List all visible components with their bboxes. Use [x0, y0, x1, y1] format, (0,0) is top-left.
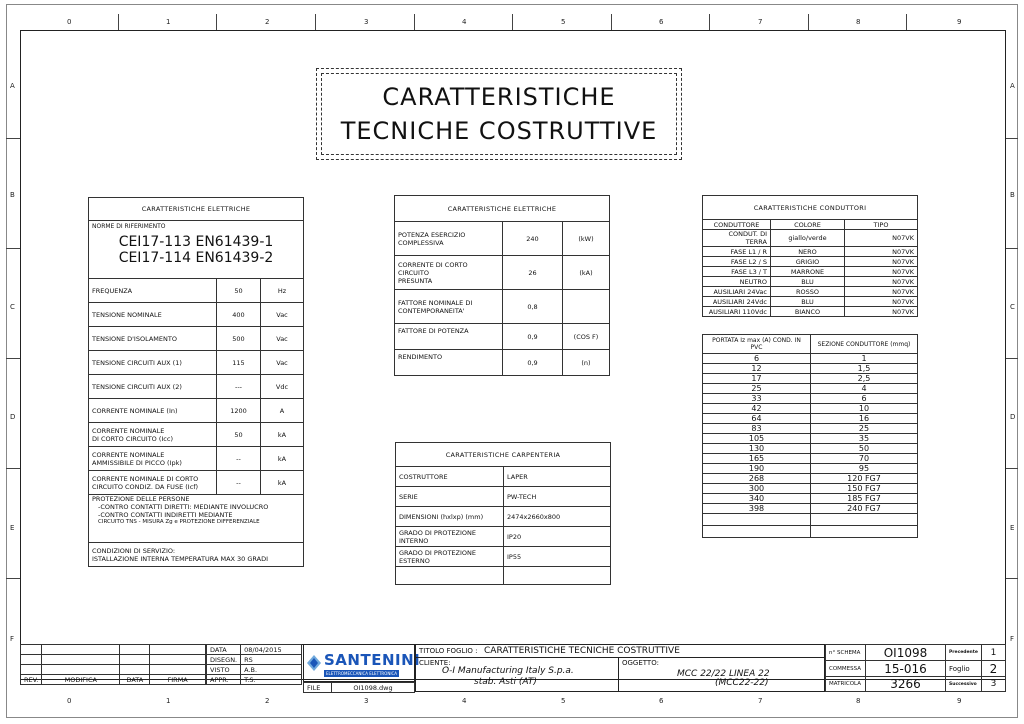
section-value: 1 — [811, 354, 918, 364]
main-title-line1: CARATTERISTICHE — [382, 83, 616, 111]
approved-label: APPR. — [207, 675, 241, 685]
col-label-top-8: 8 — [856, 18, 861, 26]
modifica-label: MODIFICA — [42, 675, 120, 685]
row-value: 0,8 — [503, 290, 563, 324]
capacity-header: PORTATA Iz max (A) COND. IN PVC — [703, 335, 811, 354]
object-label: OGGETTO: — [622, 659, 659, 667]
conductor-type: N07VK — [845, 307, 918, 317]
conductor-color: giallo/verde — [771, 230, 845, 247]
data-label: DATA — [120, 675, 150, 685]
col-label-bottom-9: 9 — [957, 697, 962, 705]
conductor-name: FASE L3 / T — [703, 267, 771, 277]
capacity-value: 33 — [703, 394, 811, 404]
col-label-top-7: 7 — [758, 18, 763, 26]
firma-label: FIRMA — [150, 675, 206, 685]
row-unit: (COS F) — [563, 324, 610, 350]
protezione-line: -CONTRO CONTATTI INDIRETTI MEDIANTE — [98, 511, 233, 519]
conductors-table — [702, 195, 918, 317]
conductor-color: ROSSO — [771, 287, 845, 297]
section-value: 240 FG7 — [811, 504, 918, 514]
capacity-value: 300 — [703, 484, 811, 494]
client-label: CLIENTE: — [419, 659, 451, 667]
row-label-left-f: F — [10, 635, 15, 643]
drawn-value: RS — [241, 655, 302, 665]
condizioni-line: ISTALLAZIONE INTERNA TEMPERATURA MAX 30 GRADI — [92, 554, 269, 563]
row-value: 400 — [217, 303, 261, 327]
grid-tick — [1006, 468, 1018, 469]
row-label-line2: AMMISSIBILE DI PICCO (Ipk) — [92, 458, 182, 467]
capacity-value: 190 — [703, 464, 811, 474]
norme-cell — [89, 221, 304, 279]
empty-cell — [811, 514, 918, 526]
col-label-top-0: 0 — [67, 18, 72, 26]
object-line2: (MCC22-22) — [715, 678, 769, 688]
grid-tick — [1006, 248, 1018, 249]
next-value: 3 — [981, 677, 1005, 692]
row-label — [395, 256, 503, 290]
row-unit: Vac — [261, 327, 304, 351]
conductor-color: NERO — [771, 247, 845, 257]
row-label — [395, 222, 503, 256]
row-label-left-d: D — [10, 413, 16, 421]
row-unit: (n) — [563, 350, 610, 376]
empty-cell — [703, 514, 811, 526]
grid-tick — [6, 578, 20, 579]
main-title-line2: TECNICHE COSTRUTTIVE — [340, 117, 658, 145]
grid-tick — [216, 14, 217, 30]
grid-tick — [315, 14, 316, 30]
conductor-type: N07VK — [845, 297, 918, 307]
row-value: 115 — [217, 351, 261, 375]
condizioni-line: CONDIZIONI DI SERVIZIO: — [92, 546, 176, 555]
empty-cell — [120, 655, 150, 665]
col-label-bottom-2: 2 — [265, 697, 270, 705]
section-value: 70 — [811, 454, 918, 464]
logo-text: SANTENINI — [324, 651, 421, 669]
row-unit: kA — [261, 447, 304, 471]
row-label-line2: DI CORTO CIRCUITO (Icc) — [92, 434, 173, 443]
row-label-right-c: C — [1010, 303, 1015, 311]
logo-subtitle: ELETTROMECCANICA ELETTRONICA — [326, 671, 398, 676]
drawing-ids-table — [825, 644, 1006, 692]
grid-tick — [512, 14, 513, 30]
row-label-line2: COMPLESSIVA — [398, 238, 444, 247]
row-label: TENSIONE NOMINALE — [89, 303, 217, 327]
row-label-line1: FATTORE NOMINALE DI — [398, 298, 473, 307]
conductor-type: N07VK — [845, 277, 918, 287]
section-value: 10 — [811, 404, 918, 414]
empty-cell — [504, 567, 611, 585]
client-area — [416, 657, 619, 691]
row-label-left-c: C — [10, 303, 15, 311]
conductor-color: BIANCO — [771, 307, 845, 317]
col-label-top-2: 2 — [265, 18, 270, 26]
grid-tick — [906, 14, 907, 30]
row-unit: Hz — [261, 279, 304, 303]
row-label — [89, 447, 217, 471]
table-header: CARATTERISTICHE ELETTRICHE — [89, 198, 304, 221]
electrical-characteristics-table — [88, 197, 304, 567]
norma-1: CEI17-113 EN61439-1 — [118, 234, 274, 250]
row-value: 50 — [217, 423, 261, 447]
grid-tick — [414, 14, 415, 30]
col-label-bottom-7: 7 — [758, 697, 763, 705]
table-header: CARATTERISTICHE CARPENTERIA — [396, 443, 611, 467]
grid-tick — [6, 358, 20, 359]
matricola-label: MATRICOLA — [826, 677, 866, 692]
protezione-line: PROTEZIONE DELLE PERSONE — [92, 495, 190, 503]
empty-cell — [703, 526, 811, 538]
enclosure-characteristics-table — [395, 442, 611, 585]
col-label-bottom-6: 6 — [659, 697, 664, 705]
row-value: -- — [217, 447, 261, 471]
row-label: TENSIONE D'ISOLAMENTO — [89, 327, 217, 351]
row-label: FREQUENZA — [89, 279, 217, 303]
schema-label: n° SCHEMA — [826, 645, 866, 661]
logo-mark-icon — [307, 655, 321, 671]
conductor-capacity-table — [702, 334, 918, 538]
object-area — [619, 657, 824, 691]
grid-tick — [808, 14, 809, 30]
empty-cell — [42, 655, 120, 665]
empty-cell — [42, 665, 120, 675]
capacity-value: 268 — [703, 474, 811, 484]
sheet-title-label: TITOLO FOGLIO : — [419, 647, 478, 655]
row-value: PW-TECH — [504, 487, 611, 507]
empty-cell — [120, 645, 150, 655]
row-value: -- — [217, 471, 261, 495]
col-label-top-9: 9 — [957, 18, 962, 26]
file-row — [303, 682, 415, 693]
empty-cell — [811, 526, 918, 538]
matricola-value: 3266 — [866, 677, 946, 692]
conductor-type: N07VK — [845, 230, 918, 247]
conductor-type: N07VK — [845, 257, 918, 267]
col-label-bottom-8: 8 — [856, 697, 861, 705]
row-value: 2474x2660x800 — [504, 507, 611, 527]
checked-label: VISTO — [207, 665, 241, 675]
date-value: 08/04/2015 — [241, 645, 302, 655]
row-label: DIMENSIONI (hxlxp) (mm) — [396, 507, 504, 527]
row-label-line1: CORRENTE NOMINALE DI CORTO — [92, 474, 199, 483]
section-value: 150 FG7 — [811, 484, 918, 494]
row-label: FATTORE DI POTENZA — [395, 324, 503, 350]
capacity-value: 42 — [703, 404, 811, 414]
row-label — [89, 423, 217, 447]
client-line2: stab. Asti (AT) — [474, 677, 537, 687]
empty-cell — [21, 655, 42, 665]
row-unit: Vdc — [261, 375, 304, 399]
revision-table — [20, 644, 206, 685]
sheet-label: Foglio — [946, 661, 982, 677]
checked-value: A.B. — [241, 665, 302, 675]
row-label-right-e: E — [1010, 524, 1015, 532]
norma-2: CEI17-114 EN61439-2 — [118, 250, 274, 266]
row-label-line2: CONTEMPORANEITA' — [398, 306, 465, 315]
capacity-value: 165 — [703, 454, 811, 464]
conductor-type: N07VK — [845, 287, 918, 297]
empty-cell — [150, 665, 206, 675]
condizioni-cell — [89, 543, 304, 567]
object-line1: MCC 22/22 LINEA 22 — [677, 669, 770, 679]
capacity-value: 340 — [703, 494, 811, 504]
rev-label: REV. — [21, 675, 42, 685]
row-label-right-a: A — [1010, 82, 1015, 90]
col-label-top-3: 3 — [364, 18, 369, 26]
column-header: COLORE — [771, 220, 845, 230]
conductor-color: GRIGIO — [771, 257, 845, 267]
col-label-top-4: 4 — [462, 18, 467, 26]
row-label-left-b: B — [10, 191, 15, 199]
previous-label: Precedente — [946, 645, 982, 661]
capacity-value: 83 — [703, 424, 811, 434]
row-unit: (kA) — [563, 256, 610, 290]
row-value: --- — [217, 375, 261, 399]
col-label-top-1: 1 — [166, 18, 171, 26]
grid-tick — [709, 14, 710, 30]
protezione-line: CIRCUITO TNS - MISURA Zg e PROTEZIONE DIFFERENZIALE — [98, 519, 260, 525]
conductor-name: AUSILIARI 24Vac — [703, 287, 771, 297]
capacity-value: 17 — [703, 374, 811, 384]
section-value: 35 — [811, 434, 918, 444]
empty-cell — [21, 645, 42, 655]
section-value: 50 — [811, 444, 918, 454]
row-value: 0,9 — [503, 350, 563, 376]
previous-value: 1 — [981, 645, 1005, 661]
approval-table — [206, 644, 302, 685]
col-label-top-5: 5 — [561, 18, 566, 26]
conductor-color: BLU — [771, 297, 845, 307]
col-label-bottom-0: 0 — [67, 697, 72, 705]
next-label: Successivo — [946, 677, 982, 692]
grid-tick — [6, 248, 20, 249]
table-header: CARATTERISTICHE ELETTRICHE — [395, 196, 610, 222]
electrical-summary-table — [394, 195, 610, 376]
row-label: CORRENTE NOMINALE (In) — [89, 399, 217, 423]
section-header: SEZIONE CONDUTTORE (mmq) — [811, 335, 918, 354]
row-label-line1: CORRENTE DI CORTO CIRCUITO — [398, 260, 468, 277]
protezione-line: -CONTRO CONTATTI DIRETTI: MEDIANTE INVOLUCRO — [98, 503, 269, 511]
row-value: IP20 — [504, 527, 611, 547]
file-label: FILE — [304, 683, 332, 693]
section-value: 185 FG7 — [811, 494, 918, 504]
grid-tick — [1006, 138, 1018, 139]
row-value: 240 — [503, 222, 563, 256]
section-value: 95 — [811, 464, 918, 474]
col-label-bottom-4: 4 — [462, 697, 467, 705]
column-header: CONDUTTORE — [703, 220, 771, 230]
conductor-name: AUSILIARI 110Vdc — [703, 307, 771, 317]
column-header: TIPO — [845, 220, 918, 230]
row-label-right-f: F — [1010, 635, 1015, 643]
sheet-title-value: CARATTERISTICHE TECNICHE COSTRUTTIVE — [484, 646, 680, 656]
conductor-type: N07VK — [845, 267, 918, 277]
row-label-line2: PRESUNTA — [398, 276, 433, 285]
capacity-value: 25 — [703, 384, 811, 394]
row-label-right-d: D — [1010, 413, 1016, 421]
grid-tick — [611, 14, 612, 30]
row-unit: Vac — [261, 303, 304, 327]
row-label: TENSIONE CIRCUITI AUX (1) — [89, 351, 217, 375]
row-value: IP55 — [504, 547, 611, 567]
company-logo — [303, 644, 421, 682]
conductor-color: BLU — [771, 277, 845, 287]
empty-cell — [42, 645, 120, 655]
schema-value: OI1098 — [866, 645, 946, 661]
row-label: RENDIMENTO — [395, 350, 503, 376]
grid-tick — [6, 468, 20, 469]
conductor-name: FASE L2 / S — [703, 257, 771, 267]
commessa-value: 15-016 — [866, 661, 946, 677]
section-value: 120 FG7 — [811, 474, 918, 484]
sheet-value: 2 — [981, 661, 1005, 677]
empty-cell — [120, 665, 150, 675]
conductor-name: CONDUT. DI TERRA — [703, 230, 771, 247]
capacity-value: 64 — [703, 414, 811, 424]
main-title-box — [316, 68, 682, 160]
col-label-top-6: 6 — [659, 18, 664, 26]
section-value: 1,5 — [811, 364, 918, 374]
section-value: 4 — [811, 384, 918, 394]
conductor-name: NEUTRO — [703, 277, 771, 287]
section-value: 16 — [811, 414, 918, 424]
capacity-value: 130 — [703, 444, 811, 454]
row-label — [395, 290, 503, 324]
row-value: 26 — [503, 256, 563, 290]
file-value: OI1098.dwg — [332, 683, 415, 693]
conductor-name: FASE L1 / R — [703, 247, 771, 257]
capacity-value: 6 — [703, 354, 811, 364]
row-label — [89, 471, 217, 495]
row-value: LAPER — [504, 467, 611, 487]
section-value: 2,5 — [811, 374, 918, 384]
drawn-label: DISEGN. — [207, 655, 241, 665]
row-label-line1: POTENZA ESERCIZIO — [398, 230, 466, 239]
col-label-bottom-5: 5 — [561, 697, 566, 705]
section-value: 25 — [811, 424, 918, 434]
empty-cell — [21, 665, 42, 675]
grid-tick — [118, 14, 119, 30]
protezione-cell — [89, 495, 304, 543]
row-unit: (kW) — [563, 222, 610, 256]
conductor-type: N07VK — [845, 247, 918, 257]
capacity-value: 398 — [703, 504, 811, 514]
approved-value: T.S. — [241, 675, 302, 685]
capacity-value: 12 — [703, 364, 811, 374]
row-label-line1: CORRENTE NOMINALE — [92, 450, 165, 459]
row-label-right-b: B — [1010, 191, 1015, 199]
row-label: GRADO DI PROTEZIONE ESTERNO — [396, 547, 504, 567]
conductor-color: MARRONE — [771, 267, 845, 277]
empty-cell — [150, 655, 206, 665]
row-label: TENSIONE CIRCUITI AUX (2) — [89, 375, 217, 399]
section-value: 6 — [811, 394, 918, 404]
row-label-left-a: A — [10, 82, 15, 90]
row-label: COSTRUTTORE — [396, 467, 504, 487]
capacity-value: 105 — [703, 434, 811, 444]
grid-tick — [1006, 578, 1018, 579]
row-label-line1: CORRENTE NOMINALE — [92, 426, 165, 435]
row-unit — [563, 290, 610, 324]
grid-tick — [6, 138, 20, 139]
row-unit: kA — [261, 471, 304, 495]
row-value: 1200 — [217, 399, 261, 423]
commessa-label: COMMESSA — [826, 661, 866, 677]
row-label-line2: CIRCUITO CONDIZ. DA FUSE (Icf) — [92, 482, 199, 491]
norme-label: NORME DI RIFERIMENTO — [92, 223, 166, 230]
empty-cell — [396, 567, 504, 585]
row-value: 500 — [217, 327, 261, 351]
row-unit: Vac — [261, 351, 304, 375]
col-label-bottom-1: 1 — [166, 697, 171, 705]
row-value: 0,9 — [503, 324, 563, 350]
row-label: GRADO DI PROTEZIONE INTERNO — [396, 527, 504, 547]
grid-tick — [1006, 358, 1018, 359]
row-unit: kA — [261, 423, 304, 447]
client-line1: O-I Manufacturing Italy S.p.a. — [442, 666, 574, 676]
conductor-name: AUSILIARI 24Vdc — [703, 297, 771, 307]
table-header: CARATTERISTICHE CONDUTTORI — [703, 196, 918, 220]
row-label-left-e: E — [10, 524, 15, 532]
row-value: 50 — [217, 279, 261, 303]
date-label: DATA — [207, 645, 241, 655]
empty-cell — [150, 645, 206, 655]
sheet-title-area — [415, 644, 825, 692]
row-label: SERIE — [396, 487, 504, 507]
row-unit: A — [261, 399, 304, 423]
col-label-bottom-3: 3 — [364, 697, 369, 705]
